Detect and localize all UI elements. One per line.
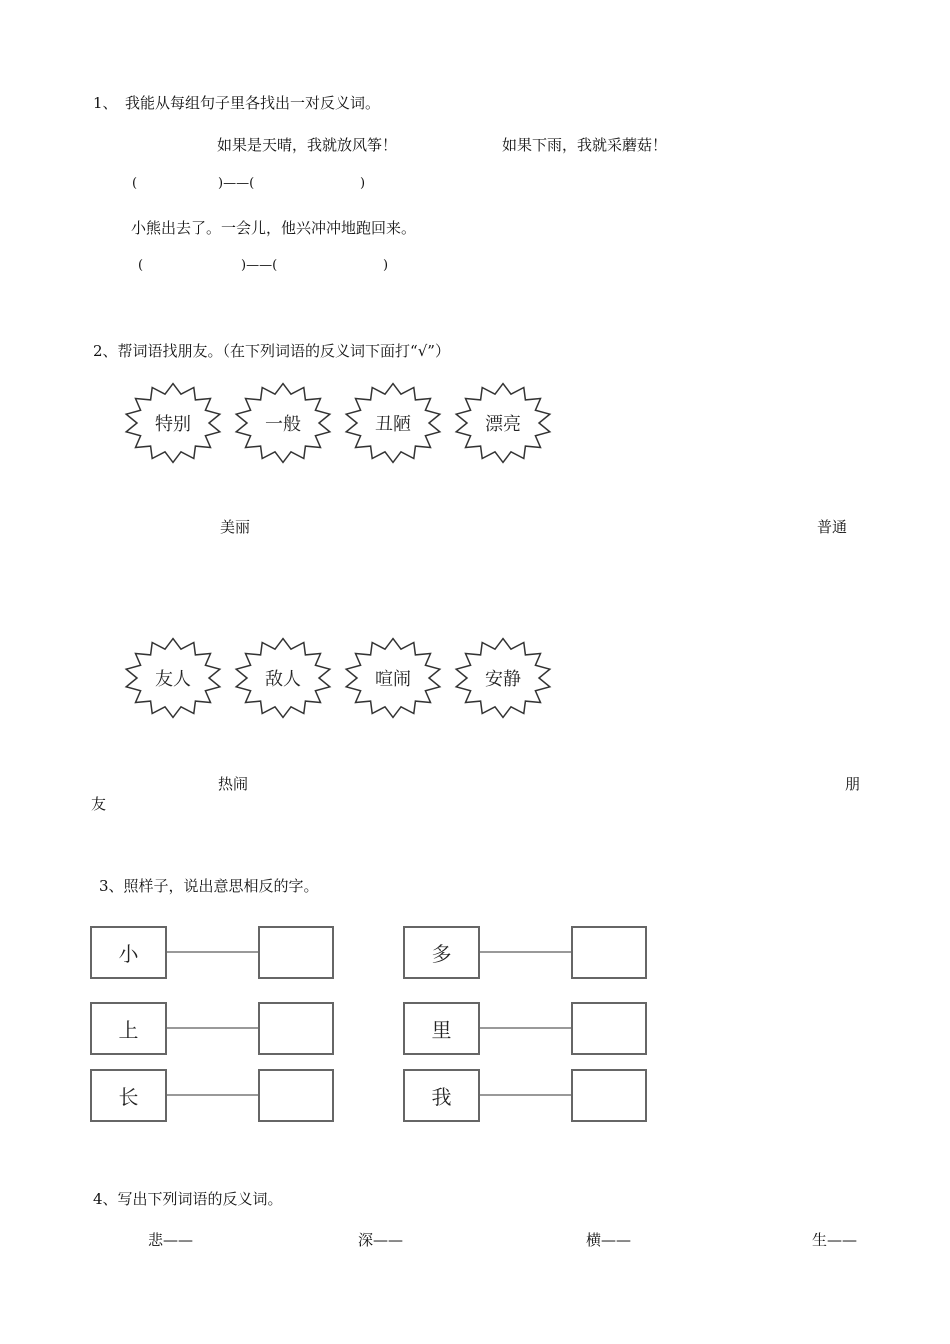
char-box-given: 我: [403, 1069, 480, 1122]
q4-title: 4、写出下列词语的反义词。: [93, 1190, 283, 1208]
q1-blank2-close: ): [383, 258, 389, 273]
q4-item[interactable]: 悲——: [148, 1231, 194, 1249]
q1-blank1-mid[interactable]: )——(: [218, 176, 255, 191]
word-label: 安静: [485, 669, 521, 690]
word-burst[interactable]: [451, 381, 555, 465]
answer-box[interactable]: [571, 1069, 647, 1122]
q1-blank1-open: (: [132, 176, 138, 191]
connector-line: [167, 1027, 258, 1029]
q1-sentence-b: 如果下雨，我就采蘑菇！: [502, 136, 668, 154]
char-box-given: 上: [90, 1002, 167, 1055]
word-burst[interactable]: [451, 636, 555, 720]
answer-box[interactable]: [258, 1069, 334, 1122]
q1-blank1-close: ): [360, 176, 366, 191]
q4-item[interactable]: 深——: [358, 1231, 404, 1249]
answer-box[interactable]: [258, 926, 334, 979]
q3-title: 3、照样子，说出意思相反的字。: [99, 877, 319, 895]
q1-blank2-open: (: [138, 258, 144, 273]
connector-line: [167, 951, 258, 953]
word-label: 丑陋: [375, 414, 411, 435]
connector-line: [480, 1027, 571, 1029]
answer-box[interactable]: [258, 1002, 334, 1055]
q2-row1-right-word: 普通: [817, 518, 848, 536]
q2-row1-left-word: 美丽: [220, 518, 251, 536]
word-label: 喧闹: [375, 669, 411, 690]
char-box-given: 里: [403, 1002, 480, 1055]
word-burst[interactable]: [121, 636, 225, 720]
q1-title: 1、 我能从每组句子里各找出一对反义词。: [93, 94, 381, 112]
q4-item[interactable]: 生——: [812, 1231, 858, 1249]
q1-sentence-a: 如果是天晴，我就放风筝！: [217, 136, 398, 154]
q1-sentence-c: 小熊出去了。一会儿，他兴冲冲地跑回来。: [131, 219, 417, 237]
connector-line: [480, 1094, 571, 1096]
word-label: 漂亮: [485, 414, 521, 435]
word-burst[interactable]: [231, 636, 335, 720]
word-label: 特别: [155, 414, 191, 435]
word-label: 敌人: [265, 669, 301, 690]
word-burst[interactable]: [121, 381, 225, 465]
q4-item[interactable]: 横——: [586, 1231, 632, 1249]
answer-box[interactable]: [571, 1002, 647, 1055]
connector-line: [480, 951, 571, 953]
q2-row2-right-word-b: 友: [91, 795, 107, 813]
word-burst[interactable]: [231, 381, 335, 465]
answer-box[interactable]: [571, 926, 647, 979]
word-label: 一般: [265, 414, 301, 435]
word-burst[interactable]: [341, 636, 445, 720]
q2-row2-left-word: 热闹: [218, 775, 249, 793]
q2-title: 2、帮词语找朋友。（在下列词语的反义词下面打“√”）: [93, 342, 450, 360]
word-label: 友人: [155, 669, 191, 690]
word-burst[interactable]: [341, 381, 445, 465]
q2-row2-right-word-a: 朋: [845, 775, 861, 793]
char-box-given: 长: [90, 1069, 167, 1122]
char-box-given: 多: [403, 926, 480, 979]
connector-line: [167, 1094, 258, 1096]
q1-blank2-mid[interactable]: )——(: [241, 258, 278, 273]
char-box-given: 小: [90, 926, 167, 979]
